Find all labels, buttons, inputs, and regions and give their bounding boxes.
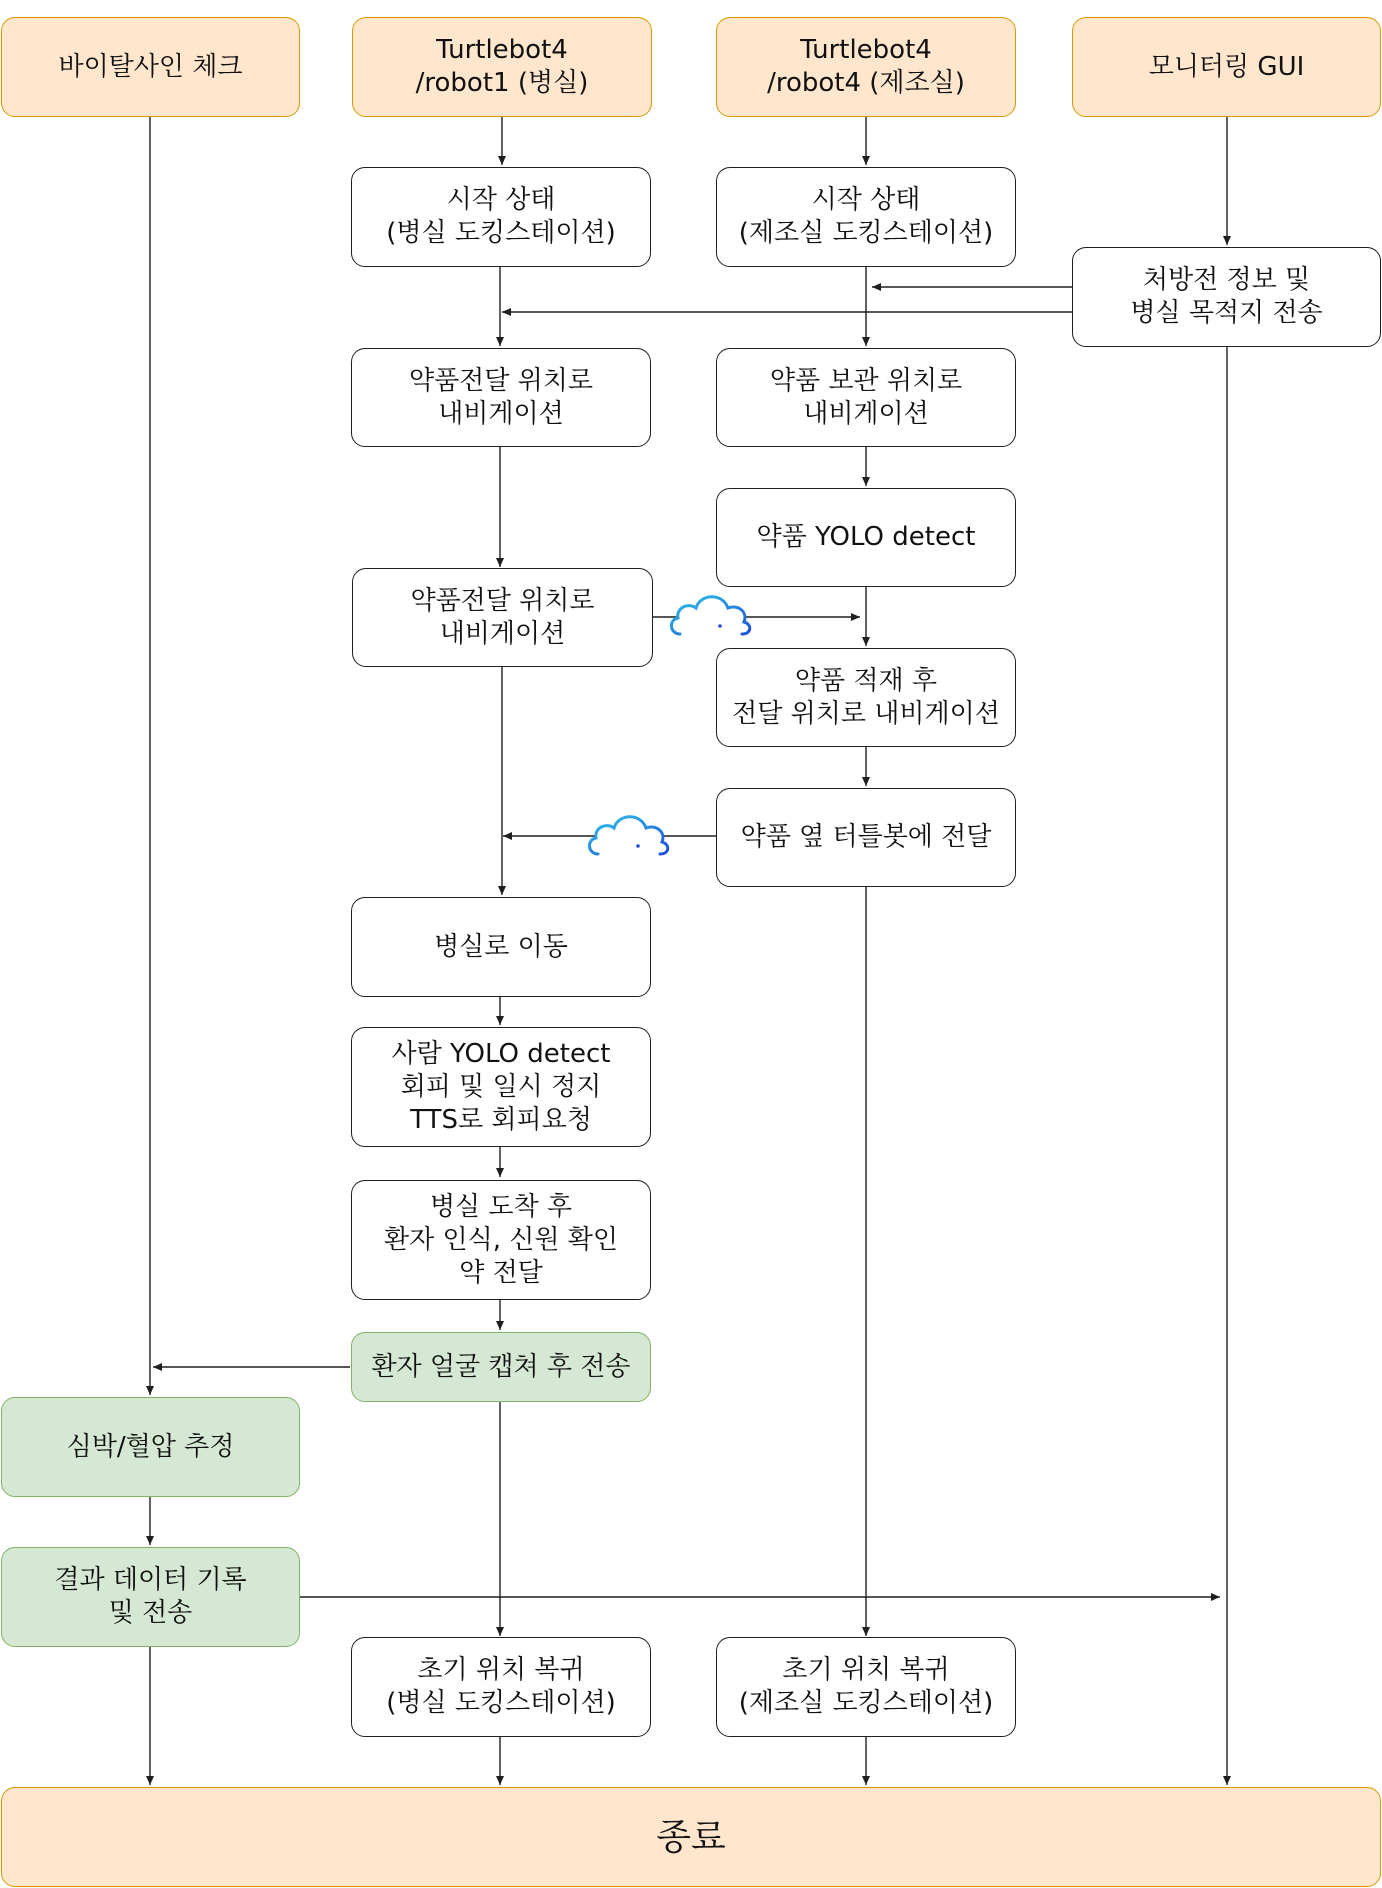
cloud-icon <box>666 588 754 640</box>
gui-send-prescription: 처방전 정보 및 병실 목적지 전송 <box>1072 247 1381 347</box>
vital-estimate: 심박/혈압 추정 <box>1 1397 300 1497</box>
r4-start-state: 시작 상태 (제조실 도킹스테이션) <box>716 167 1016 267</box>
cloud-icon <box>584 808 672 860</box>
r4-load-and-nav: 약품 적재 후 전달 위치로 내비게이션 <box>716 648 1016 747</box>
r1-nav-to-delivery-2: 약품전달 위치로 내비게이션 <box>352 568 653 667</box>
r1-start-state: 시작 상태 (병실 도킹스테이션) <box>351 167 651 267</box>
header-monitoring-gui: 모니터링 GUI <box>1072 17 1381 117</box>
r4-return-home: 초기 위치 복귀 (제조실 도킹스테이션) <box>716 1637 1016 1737</box>
end-node: 종료 <box>1 1787 1381 1887</box>
r1-return-home: 초기 위치 복귀 (병실 도킹스테이션) <box>351 1637 651 1737</box>
r1-capture-face: 환자 얼굴 캡쳐 후 전송 <box>351 1332 651 1402</box>
header-robot4: Turtlebot4 /robot4 (제조실) <box>716 17 1016 117</box>
r1-nav-to-delivery-1: 약품전달 위치로 내비게이션 <box>351 348 651 447</box>
header-vital-check: 바이탈사인 체크 <box>1 17 300 117</box>
r1-arrive-ward: 병실 도착 후 환자 인식, 신원 확인 약 전달 <box>351 1180 651 1300</box>
header-robot1: Turtlebot4 /robot1 (병실) <box>352 17 652 117</box>
r4-nav-to-storage: 약품 보관 위치로 내비게이션 <box>716 348 1016 447</box>
r4-medicine-detect: 약품 YOLO detect <box>716 488 1016 587</box>
r4-handover: 약품 옆 터틀봇에 전달 <box>716 788 1016 887</box>
r1-person-detect: 사람 YOLO detect 회피 및 일시 정지 TTS로 회피요청 <box>351 1027 651 1147</box>
vital-record-send: 결과 데이터 기록 및 전송 <box>1 1547 300 1647</box>
r1-move-to-ward: 병실로 이동 <box>351 897 651 997</box>
